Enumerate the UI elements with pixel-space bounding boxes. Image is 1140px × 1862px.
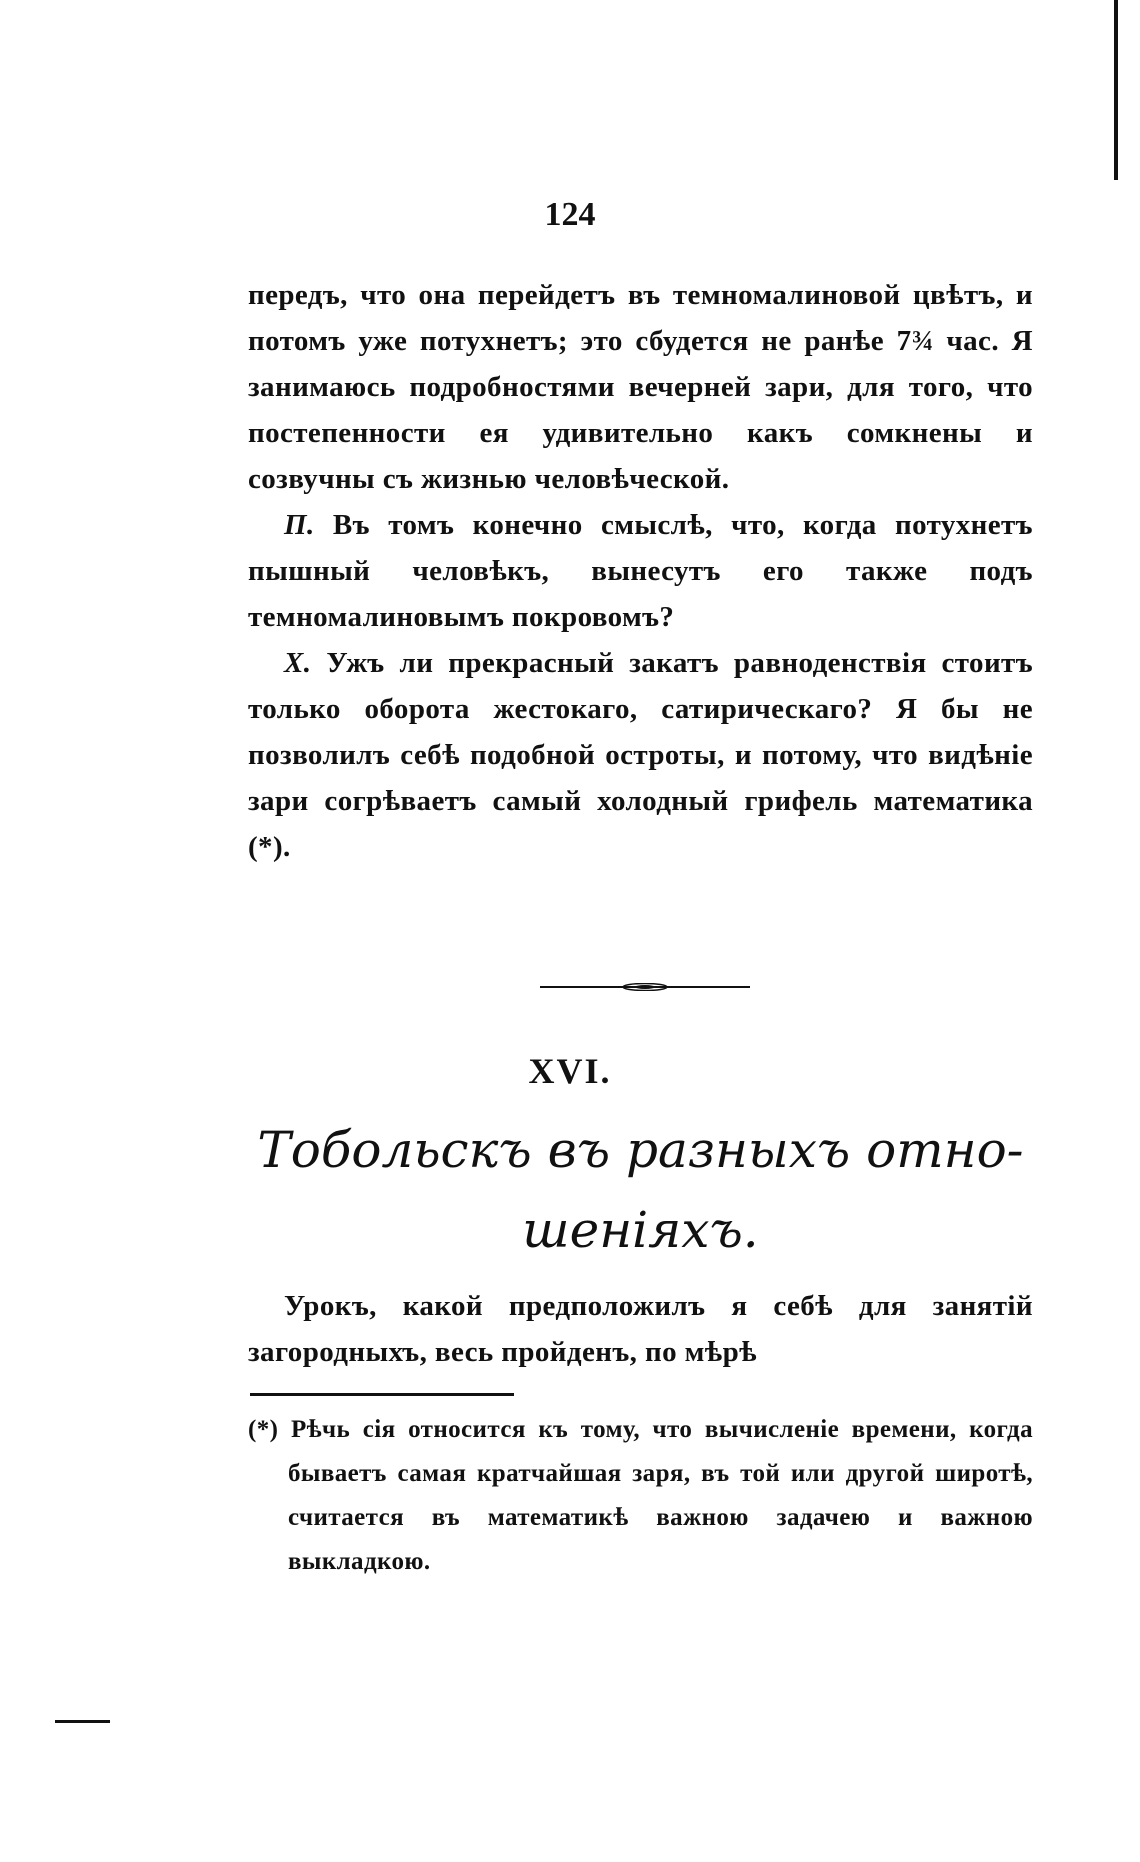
main-text [248,272,1033,870]
section-text [248,1283,1033,1375]
section-title-line-1: Тобольскъ въ разныхъ отно- [257,1121,1024,1179]
paragraph-1: передъ, что она перейдетъ въ темномалиновой цвѣтъ, и потомъ уже потухнетъ; это сбудется не ранѣе 7¾ час. Я занимаюсь подробностями вечерней зари, для того, что постепенности ея удивительно какъ сомкнены и созвучны съ жизнью человѣческой. [248,279,1033,495]
speaker-label: Х. [284,647,312,679]
paragraph-3-text: Ужъ ли прекрасный закатъ равноденствія стоитъ только оборота жестокаго, сатирическаго? Я бы не позволилъ себѣ подобной остроты, и потому, что видѣніе зари согрѣваетъ самый холодный грифель математика (*). [248,647,1033,863]
section-divider-ornament [540,983,750,991]
scan-edge-mark [1114,0,1118,180]
page-number: 124 [544,196,596,233]
section-title [248,1110,1033,1270]
footnote-text: (*) Рѣчь сія относится къ тому, что вычисленіе времени, когда бываетъ самая кратчайшая заря, въ той или другой широтѣ, считается въ математикѣ важною задачею и важною выкладкою. [248,1416,1033,1575]
paragraph-2-text: Въ томъ конечно смыслѣ, что, когда потухнетъ пышный человѣкъ, вынесутъ его также подъ темномалиновымъ покровомъ? [248,509,1033,633]
margin-mark [55,1720,110,1723]
speaker-label: П. [284,509,315,541]
section-number: XVI. [528,1051,612,1091]
footnote [248,1408,1033,1584]
section-paragraph: Урокъ, какой предположилъ я себѣ для занятій загородныхъ, весь пройденъ, по мѣрѣ [248,1290,1033,1368]
paragraph-2 [248,502,1033,640]
footnote-divider [250,1393,514,1396]
section-title-line-2: шеніяхъ. [522,1201,759,1259]
paragraph-3 [248,640,1033,870]
